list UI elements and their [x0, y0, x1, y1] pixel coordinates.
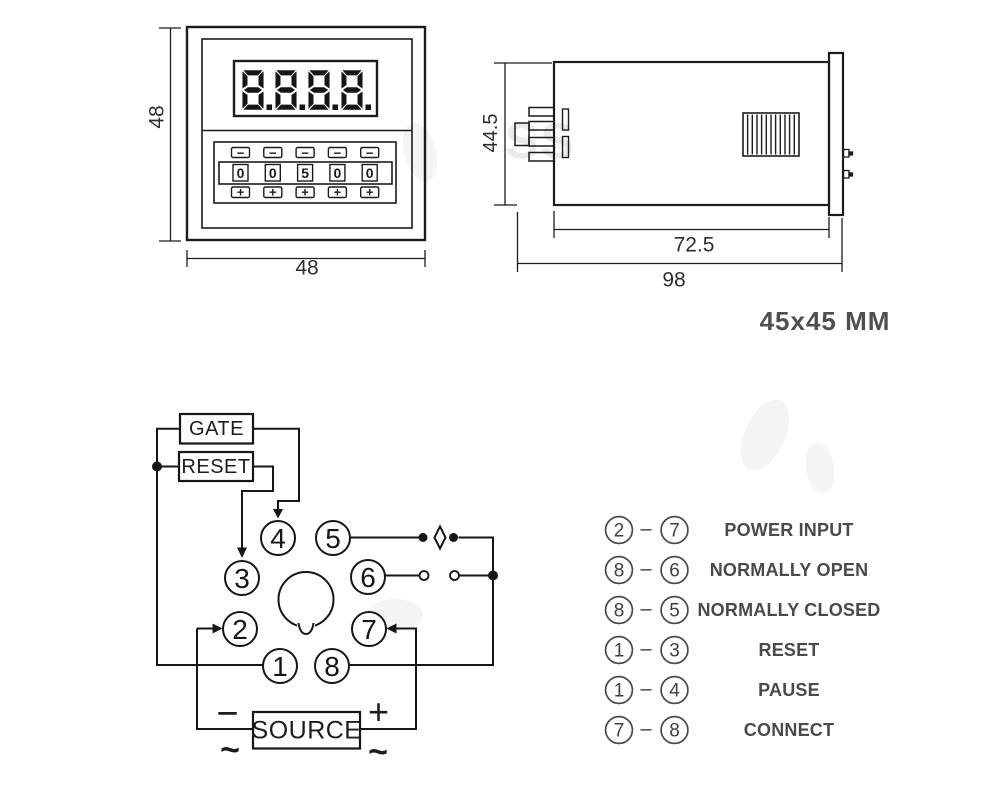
legend-pin-b: 5 [669, 600, 680, 622]
pin-1-number: 1 [272, 651, 288, 682]
front-flange-outline [829, 53, 843, 215]
arrow-down-icon [273, 509, 283, 519]
socket-keyway [279, 572, 334, 634]
seven-segment-display [242, 70, 371, 110]
polarity-minus-icon: − [216, 693, 239, 735]
pin-base-block [515, 123, 529, 146]
minus-icon: − [301, 145, 309, 160]
legend-pin-a: 8 [613, 600, 625, 622]
legend-dash: – [640, 638, 652, 660]
minus-icon: − [269, 145, 277, 160]
dim-label-front-height: 48 [145, 105, 169, 129]
minus-icon: − [333, 145, 342, 160]
legend-dash: – [640, 518, 652, 540]
pin-5-number: 5 [325, 523, 341, 554]
panel-size-label: 45x45 MM [759, 306, 891, 336]
contact-terminal-icon [450, 571, 459, 580]
lamp-icon [435, 527, 446, 549]
decimal-point [300, 105, 306, 111]
watermark-text: SS [505, 113, 576, 169]
plus-icon: + [333, 184, 342, 200]
watermark-shapes [367, 119, 838, 631]
legend-label: PAUSE [758, 680, 820, 700]
pin-7-number: 7 [361, 614, 377, 645]
arrow-down-icon [237, 548, 247, 559]
legend-pin-b: 6 [669, 560, 680, 582]
plus-icon: + [236, 184, 245, 200]
legend-pin-b: 7 [669, 520, 680, 542]
thumbwheel-digit: 0 [333, 165, 342, 181]
dim-line-height [159, 28, 181, 241]
pin-6-number: 6 [360, 562, 376, 593]
vent-grille [743, 113, 799, 156]
ac-tilde-icon: ~ [368, 733, 388, 771]
legend-label: RESET [758, 640, 820, 660]
front-bezel-outline [187, 27, 425, 240]
legend-dash: – [640, 558, 652, 580]
thumbwheel-digit: 0 [236, 165, 245, 181]
legend-pin-a: 1 [613, 640, 625, 662]
gate-label: GATE [189, 418, 244, 440]
legend-pin-a: 8 [613, 560, 625, 582]
pin-8-number: 8 [324, 651, 340, 682]
panel-clip-detail [844, 150, 853, 179]
dim-label-total-depth: 98 [662, 268, 686, 292]
legend-dash: – [640, 678, 652, 700]
legend-circles [606, 517, 688, 744]
junction-dot [488, 571, 498, 581]
socket-pins [515, 108, 554, 162]
plus-icon: + [269, 184, 277, 200]
legend-pin-a: 1 [613, 680, 625, 702]
legend-pin-a: 7 [613, 720, 625, 742]
case-slot [563, 109, 569, 130]
pin-3-number: 3 [234, 563, 250, 594]
decimal-point [267, 105, 273, 111]
legend-dash: – [640, 718, 652, 740]
wire-gate-to-pin4 [253, 429, 299, 510]
legend-pin-b: 3 [669, 640, 680, 662]
decimal-point [366, 105, 372, 111]
pin-2-number: 2 [232, 614, 248, 645]
junction-dot [419, 533, 428, 542]
legend-label: CONNECT [743, 720, 835, 740]
dim-label-side-height: 44.5 [480, 113, 502, 153]
legend-label: NORMALLY OPEN [709, 560, 869, 580]
plus-icon: + [365, 184, 374, 200]
junction-dot [449, 533, 458, 542]
legend-label: POWER INPUT [724, 520, 854, 540]
dim-label-front-width: 48 [295, 256, 319, 280]
legend-pin-a: 2 [613, 520, 625, 542]
minus-icon: − [365, 145, 374, 160]
plus-icon: + [301, 184, 309, 200]
legend-pin-b: 8 [669, 720, 680, 742]
legend-dash: – [640, 598, 652, 620]
pin-4-number: 4 [270, 523, 286, 554]
contact-terminal-icon [420, 571, 429, 580]
minus-icon: − [236, 145, 245, 160]
thumbwheel-digit: 0 [268, 165, 277, 181]
polarity-plus-icon: + [367, 691, 390, 732]
side-dimension-lines [494, 63, 842, 272]
case-slot [563, 137, 569, 158]
dim-line-side-height [494, 63, 552, 205]
junction-dot [152, 462, 162, 472]
decimal-point [333, 105, 339, 111]
ac-tilde-icon: ~ [220, 731, 240, 769]
legend-label: NORMALLY CLOSED [697, 600, 881, 620]
thumbwheel-digit: 0 [365, 165, 374, 181]
side-body-outline [554, 62, 829, 205]
front-view [159, 27, 425, 267]
front-dimension-lines [159, 28, 425, 267]
arrow-right-icon [213, 624, 223, 634]
dim-label-body-depth: 72.5 [673, 233, 715, 257]
legend-pin-b: 4 [669, 680, 680, 702]
reset-label: RESET [181, 456, 251, 478]
source-label: SOURCE [251, 716, 362, 744]
thumbwheel-digit: 5 [301, 165, 309, 181]
